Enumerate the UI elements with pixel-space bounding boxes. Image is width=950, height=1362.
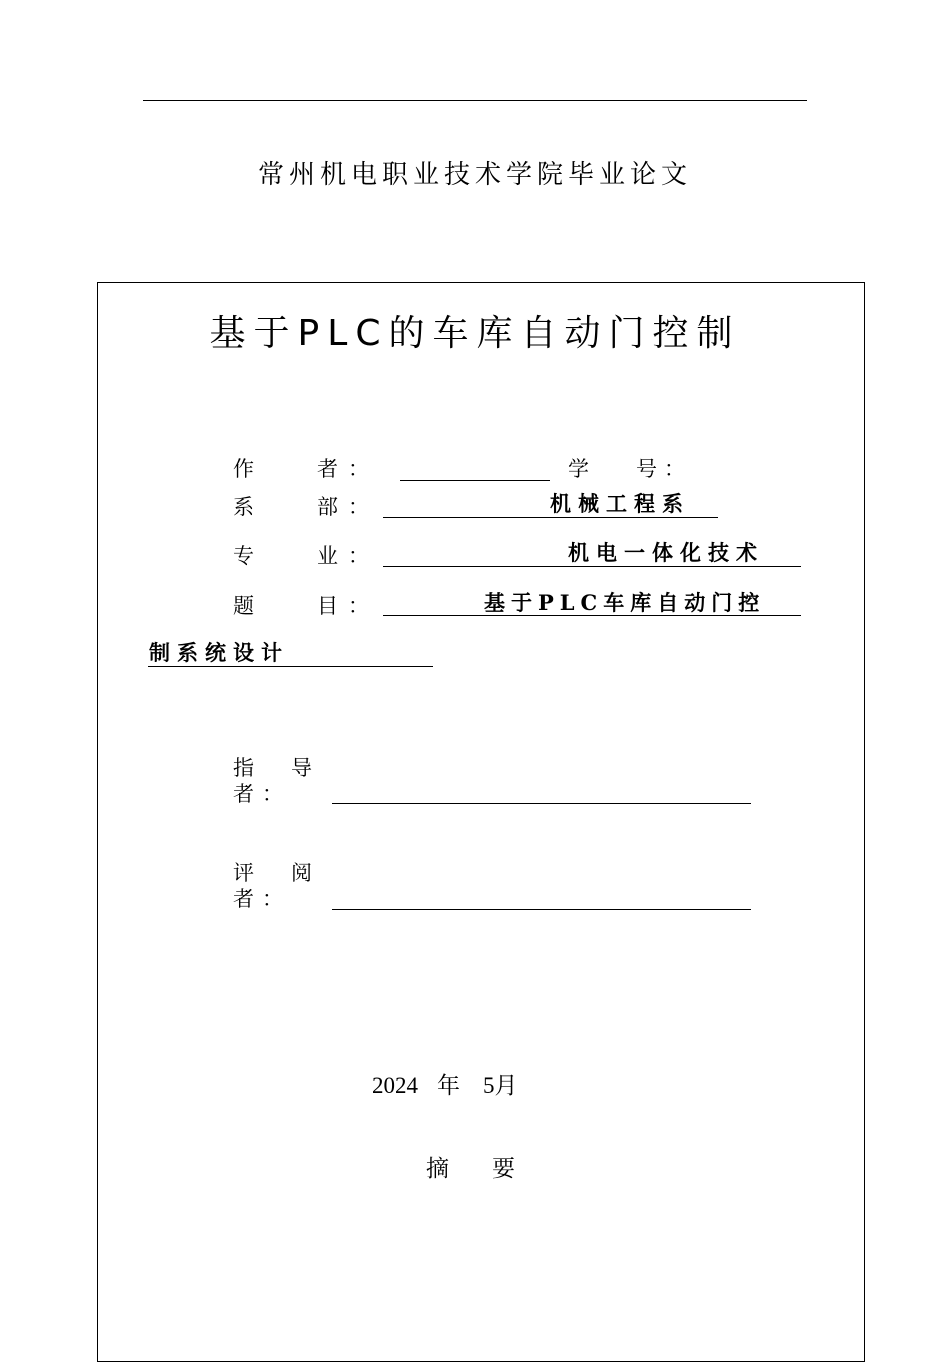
- author-label-char2: 者: [317, 457, 338, 481]
- topic-value-line1: 基于PLC车库自动门控: [484, 590, 766, 615]
- reviewer-label-colon: ：: [262, 887, 283, 911]
- advisor-field-line: [332, 803, 751, 804]
- student-id-label-colon: ：: [664, 457, 685, 481]
- date-year: 2024: [372, 1073, 418, 1098]
- topic-value-line2: 制系统设计: [149, 640, 289, 665]
- date-month: 5月: [483, 1073, 518, 1098]
- date-year-unit: 年: [437, 1073, 460, 1098]
- department-label-char1: 系: [233, 495, 254, 519]
- advisor-label-colon: ：: [262, 782, 283, 806]
- department-value: 机械工程系: [550, 491, 690, 516]
- header-rule: [143, 100, 807, 101]
- major-label-char1: 专: [233, 544, 254, 568]
- advisor-label-char1: 指: [233, 756, 254, 780]
- topic-label-char2: 目: [317, 594, 338, 618]
- student-id-label-char2: 号: [636, 457, 657, 481]
- abstract-heading-char1: 摘: [426, 1156, 449, 1182]
- author-label-colon: ：: [348, 457, 369, 481]
- abstract-heading-char2: 要: [492, 1156, 515, 1182]
- department-label-colon: ：: [348, 495, 369, 519]
- school-header: 常州机电职业技术学院毕业论文: [257, 160, 692, 190]
- cover-frame: [97, 282, 865, 1362]
- reviewer-label-char3: 者: [233, 887, 254, 911]
- advisor-label-char2: 导: [291, 756, 312, 780]
- major-value: 机电一体化技术: [568, 540, 764, 565]
- major-label-char2: 业: [317, 544, 338, 568]
- author-field-line: [400, 480, 550, 481]
- author-label-char1: 作: [233, 457, 254, 481]
- student-id-label-char1: 学: [568, 457, 589, 481]
- topic-label-char1: 题: [233, 594, 254, 618]
- department-label-char2: 部: [317, 495, 338, 519]
- major-label-colon: ：: [348, 544, 369, 568]
- topic-label-colon: ：: [348, 594, 369, 618]
- reviewer-label-char2: 阅: [291, 861, 312, 885]
- reviewer-field-line: [332, 909, 751, 910]
- reviewer-label-char1: 评: [233, 861, 254, 885]
- advisor-label-char3: 者: [233, 782, 254, 806]
- thesis-title: 基于PLC的车库自动门控制: [209, 313, 741, 354]
